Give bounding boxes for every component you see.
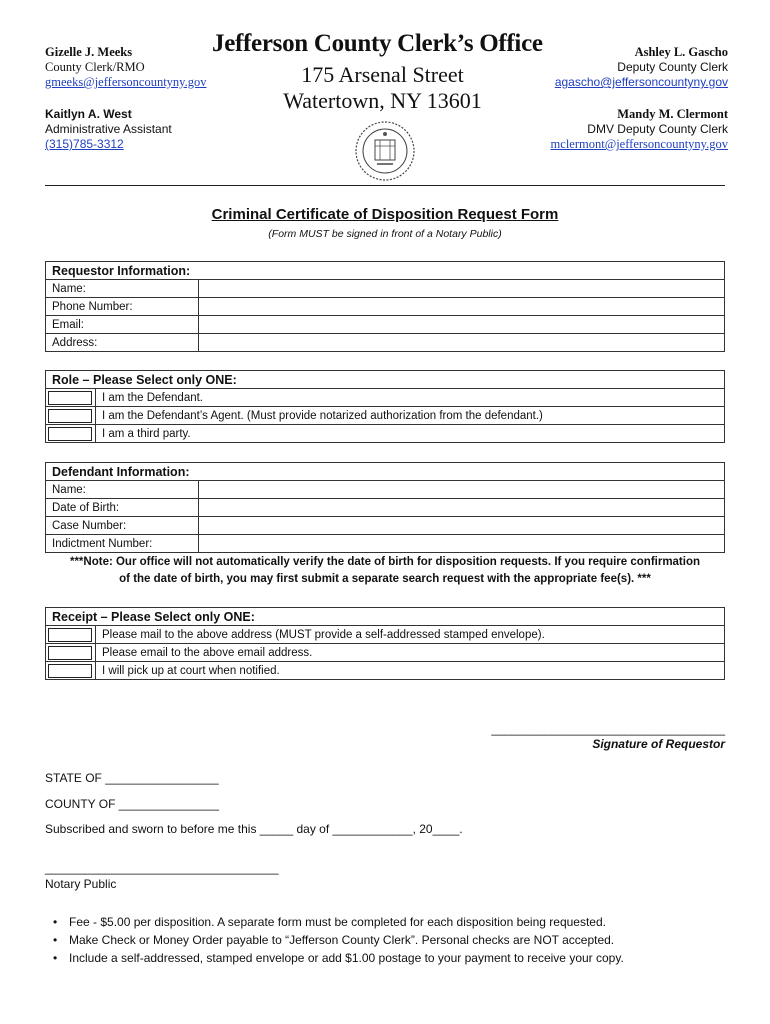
role-checkbox-third-party[interactable] bbox=[46, 425, 96, 443]
field-label: Date of Birth: bbox=[46, 499, 199, 517]
option-label: I will pick up at court when notified. bbox=[96, 662, 725, 680]
form-title: Criminal Certificate of Disposition Request Form bbox=[211, 206, 559, 223]
header-left bbox=[45, 45, 206, 90]
role-table bbox=[45, 370, 725, 443]
defendant-dob-input[interactable] bbox=[199, 499, 725, 517]
defendant-indictment-number-input[interactable] bbox=[199, 535, 725, 553]
street-address: 175 Arsenal Street bbox=[301, 62, 464, 87]
field-label: Phone Number: bbox=[46, 298, 199, 316]
list-item: • Include a self-addressed, stamped envelope or add $1.00 postage to your payment to receive your copy. bbox=[45, 949, 735, 967]
staff-email-link[interactable]: gmeeks@jeffersoncountyny.gov bbox=[45, 75, 207, 89]
staff-name: Ashley L. Gascho bbox=[634, 45, 728, 59]
header-divider bbox=[45, 185, 725, 186]
receipt-checkbox-pickup[interactable] bbox=[46, 662, 96, 680]
defendant-info-table bbox=[45, 462, 725, 553]
header-right bbox=[555, 45, 728, 90]
office-title: Jefferson County Clerk’s Office bbox=[212, 30, 543, 57]
requestor-heading: Requestor Information: bbox=[46, 262, 725, 280]
option-label: Please email to the above email address. bbox=[96, 644, 725, 662]
notary-signature-line[interactable]: ___________________________________ bbox=[45, 861, 279, 875]
staff-title: Deputy County Clerk bbox=[617, 60, 728, 74]
receipt-heading: Receipt – Please Select only ONE: bbox=[46, 608, 725, 626]
form-subtitle: (Form MUST be signed in front of a Notary Public) bbox=[268, 228, 502, 240]
receipt-checkbox-mail[interactable] bbox=[46, 626, 96, 644]
role-heading: Role – Please Select only ONE: bbox=[46, 371, 725, 389]
receipt-table bbox=[45, 607, 725, 680]
role-checkbox-defendant[interactable] bbox=[46, 389, 96, 407]
city-address: Watertown, NY 13601 bbox=[283, 88, 482, 113]
list-item: • Make Check or Money Order payable to “Jefferson County Clerk”. Personal checks are NOT accepted. bbox=[45, 931, 735, 949]
staff-name: Gizelle J. Meeks bbox=[45, 45, 133, 59]
state-of-line[interactable]: STATE OF _________________ bbox=[45, 771, 219, 785]
dob-note bbox=[30, 554, 740, 588]
defendant-case-number-input[interactable] bbox=[199, 517, 725, 535]
notary-public-label: Notary Public bbox=[45, 877, 117, 891]
field-label: Email: bbox=[46, 316, 199, 334]
field-label: Address: bbox=[46, 334, 199, 352]
requestor-phone-input[interactable] bbox=[199, 298, 725, 316]
signature-label: Signature of Requestor bbox=[592, 737, 725, 751]
requestor-info-table bbox=[45, 261, 725, 352]
staff-title: County Clerk/RMO bbox=[45, 60, 145, 74]
instructions-list bbox=[45, 913, 735, 967]
option-label: I am a third party. bbox=[96, 425, 725, 443]
note-line: of the date of birth, you may first submit a separate search request with the appropriate fee(s). *** bbox=[119, 573, 651, 585]
staff-name: Mandy M. Clermont bbox=[617, 107, 728, 121]
staff-title: Administrative Assistant bbox=[45, 122, 172, 136]
role-checkbox-agent[interactable] bbox=[46, 407, 96, 425]
staff-email-link[interactable]: mclermont@jeffersoncountyny.gov bbox=[550, 137, 728, 151]
county-seal-icon bbox=[354, 120, 416, 182]
requestor-name-input[interactable] bbox=[199, 280, 725, 298]
field-label: Name: bbox=[46, 280, 199, 298]
signature-line[interactable]: ___________________________________ bbox=[491, 722, 725, 736]
defendant-name-input[interactable] bbox=[199, 481, 725, 499]
note-line: ***Note: Our office will not automatically verify the date of birth for disposition requests. If you require confirmation bbox=[69, 556, 701, 568]
county-of-line[interactable]: COUNTY OF _______________ bbox=[45, 797, 219, 811]
field-label: Name: bbox=[46, 481, 199, 499]
requestor-email-input[interactable] bbox=[199, 316, 725, 334]
list-item: • Fee - $5.00 per disposition. A separate form must be completed for each disposition being requested. bbox=[45, 913, 735, 931]
sworn-statement-line[interactable]: Subscribed and sworn to before me this _____ day of ____________, 20____. bbox=[45, 822, 463, 836]
staff-phone-link[interactable]: (315)785-3312 bbox=[45, 137, 124, 151]
staff-name: Kaitlyn A. West bbox=[45, 107, 132, 121]
requestor-address-input[interactable] bbox=[199, 334, 725, 352]
office-address bbox=[250, 62, 515, 114]
staff-title: DMV Deputy County Clerk bbox=[587, 122, 728, 136]
header-left-2 bbox=[45, 107, 172, 152]
option-label: I am the Defendant’s Agent. (Must provide notarized authorization from the defendant.) bbox=[96, 407, 725, 425]
field-label: Indictment Number: bbox=[46, 535, 199, 553]
receipt-checkbox-email[interactable] bbox=[46, 644, 96, 662]
option-label: Please mail to the above address (MUST provide a self-addressed stamped envelope). bbox=[96, 626, 725, 644]
staff-email-link[interactable]: agascho@jeffersoncountyny.gov bbox=[554, 75, 728, 89]
defendant-heading: Defendant Information: bbox=[46, 463, 725, 481]
header-right-2 bbox=[551, 107, 728, 152]
option-label: I am the Defendant. bbox=[96, 389, 725, 407]
field-label: Case Number: bbox=[46, 517, 199, 535]
